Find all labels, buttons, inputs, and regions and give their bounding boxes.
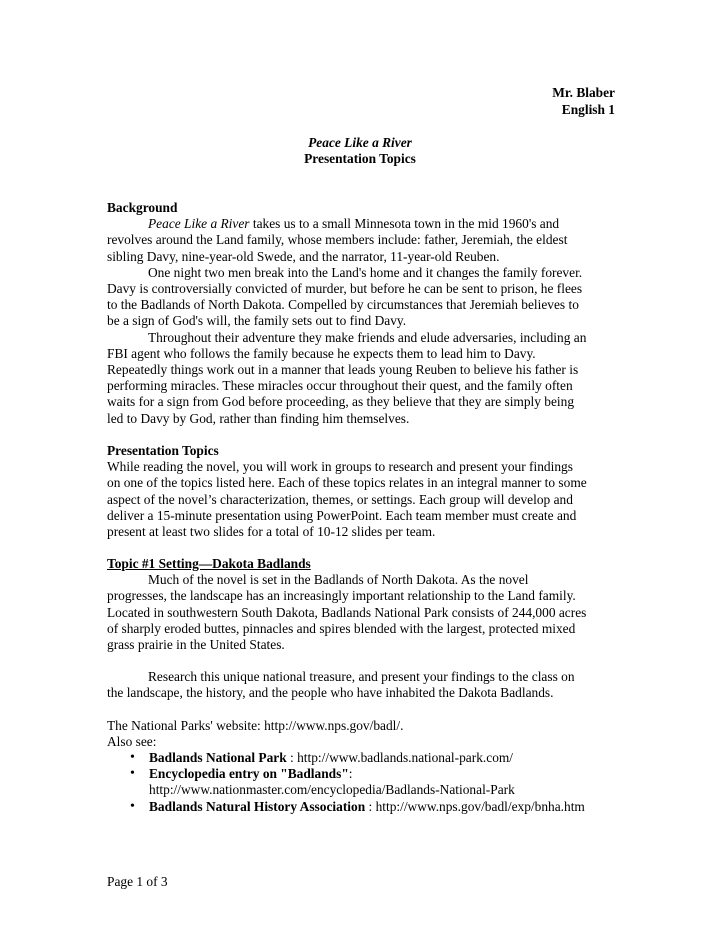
- resource-item: • Badlands Natural History Association : http://www.nps.gov/badl/exp/bnha.htm: [130, 799, 630, 815]
- resource-link[interactable]: http://www.nps.gov/badl/exp/bnha.htm: [375, 798, 585, 814]
- topics-line: present at least two slides for a total of 10-12 slides per team.: [107, 524, 436, 540]
- background-p1-line: revolves around the Land family, whose members include: father, Jeremiah, the eldest: [107, 232, 568, 248]
- background-p3-line: waits for a sign from God before proceeding, as they believe that they are simply being: [107, 394, 575, 410]
- resource-link[interactable]: http://www.badlands.national-park.com/: [297, 750, 514, 765]
- resource-link[interactable]: http://www.nationmaster.com/encyclopedia/Badlands-National-Park: [149, 782, 515, 798]
- topic1-links: [107, 718, 617, 750]
- course-name: English 1: [561, 102, 615, 117]
- topic1-research: [107, 669, 617, 701]
- presentation-topics-heading: Presentation Topics: [107, 443, 219, 458]
- background-p3-line: performing miracles. These miracles occur throughout their quest, and the family often: [107, 378, 573, 394]
- topics-line: aspect of the novel’s characterization, themes, or settings. Each group will develop and: [107, 491, 573, 507]
- topic1-heading: Topic #1 Setting—Dakota Badlands: [107, 556, 311, 571]
- topic1-p1-line: grass prairie in the United States.: [107, 637, 285, 653]
- background-section: [107, 200, 617, 427]
- topic1-p1-line: Located in southwestern South Dakota, Badlands National Park consists of 244,000 acres: [107, 604, 587, 620]
- topic1-p1-line: progresses, the landscape has an increasingly important relationship to the Land family.: [107, 588, 576, 604]
- book-title-inline: Peace Like a River: [148, 216, 250, 232]
- resource-item: • Badlands National Park : http://www.badlands.national-park.com/: [130, 750, 630, 766]
- topic1-p2-line: the landscape, the history, and the people who have inhabited the Dakota Badlands.: [107, 685, 554, 701]
- topics-line: While reading the novel, you will work in groups to research and present your findings: [107, 459, 573, 475]
- topics-line: deliver a 15-minute presentation using PowerPoint. Each team member must create and: [107, 507, 577, 523]
- book-title: Peace Like a River: [308, 135, 412, 150]
- topics-line: on one of the topics listed here. Each of these topics relates in an integral manner to some: [107, 475, 587, 491]
- page-title: Presentation Topics: [304, 151, 416, 166]
- resource-item: • Encyclopedia entry on "Badlands": http://www.nationmaster.com/encyclopedia/Badlands-National-Park: [130, 766, 630, 798]
- background-heading: Background: [107, 200, 178, 215]
- topic1-section: [107, 556, 617, 653]
- resource-name: Badlands National Park: [149, 750, 287, 765]
- background-p2-line: One night two men break into the Land's home and it changes the family forever.: [148, 264, 583, 280]
- background-p3-line: FBI agent who follows the family because he expects them to lead him to Davy.: [107, 345, 536, 361]
- background-p1-line: sibling Davy, nine-year-old Swede, and the narrator, 11-year-old Reuben.: [107, 248, 500, 264]
- background-p3-line: Throughout their adventure they make friends and elude adversaries, including an: [148, 329, 587, 345]
- national-parks-website: The National Parks' website: http://www.nps.gov/badl/.: [107, 718, 404, 733]
- background-p2-line: Davy is controversially convicted of murder, but before he can be sent to prison, he flees: [107, 281, 583, 297]
- topic1-p1-line: of sharply eroded buttes, pinnacles and spires blended with the largest, protected mixed: [107, 620, 576, 636]
- topic1-p2-line: Research this unique national treasure, and present your findings to the class on: [148, 669, 575, 684]
- background-p2-line: be a sign of God's will, the family sets out to find Davy.: [107, 313, 407, 329]
- resource-list: [130, 750, 630, 815]
- background-p3-line: led to Davy by God, rather than finding him themselves.: [107, 410, 410, 426]
- background-p1-line: Peace Like a River takes us to a small Minnesota town in the mid 1960's and: [148, 216, 560, 232]
- topic1-p1-line: Much of the novel is set in the Badlands of North Dakota. As the novel: [148, 572, 529, 588]
- page-number: Page 1 of 3: [107, 874, 168, 889]
- resource-name: Encyclopedia entry on "Badlands": [149, 766, 349, 782]
- presentation-topics-section: [107, 443, 617, 540]
- background-p2-line: to the Badlands of North Dakota. Compelled by circumstances that Jeremiah believes to: [107, 297, 579, 313]
- background-p3-line: Repeatedly things work out in a manner that leads young Reuben to believe his father is: [107, 362, 579, 378]
- teacher-name: Mr. Blaber: [552, 85, 615, 100]
- resource-name: Badlands Natural History Association: [149, 798, 366, 814]
- also-see-label: Also see:: [107, 734, 157, 750]
